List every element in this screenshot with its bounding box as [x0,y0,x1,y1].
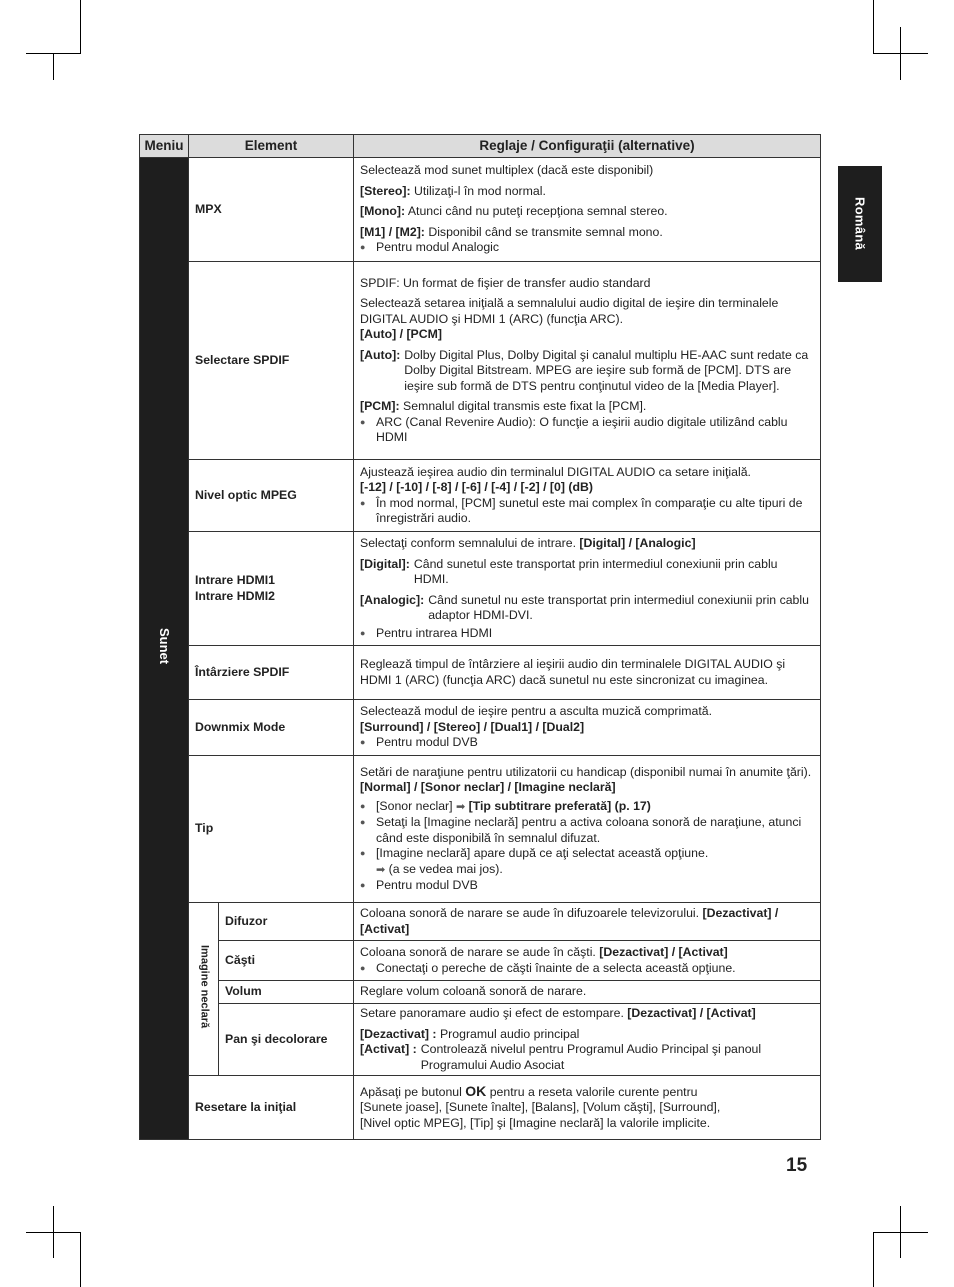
table-row [140,158,821,262]
element-nivel-optic-mpeg: Nivel optic MPEG [189,460,354,532]
ok-button-icon: OK [465,1082,487,1099]
table-row [140,262,821,460]
option-text: Semnalul digital transmis este fixat la [PCM]. [403,399,647,413]
bullet-icon: ● [360,497,366,508]
options-text: [Auto] / [PCM] [360,327,442,341]
table-row [140,460,821,532]
desc-resetare-la-initial [354,1076,821,1140]
menu-sunet-label: Sunet [156,628,172,665]
text: Coloana sonoră de narare se aude în căşti. [360,945,596,959]
header-menu: Meniu [140,135,189,158]
option-text: Controlează nivelul pentru Programul Audio Principal şi panoul Programului Audio Asociat [420,1042,762,1072]
bullet-icon: ● [360,800,366,811]
option-key: [PCM]: [360,399,400,413]
element-downmix-mode: Downmix Mode [189,700,354,756]
bullet-icon: ● [360,737,366,748]
language-tab [838,166,882,282]
text: Reglează timpul de întârziere al ieşirii audio din terminalele DIGITAL AUDIO şi HDMI 1 (ARC) (funcţia ARC) dacă sunetul nu este sincronizat cu imaginea. [360,657,786,687]
options-text: [Normal] / [Sonor neclar] / [Imagine neclară] [360,780,616,794]
crop-mark [900,27,901,80]
desc-nivel-optic-mpeg [354,460,821,532]
crop-mark [873,1232,874,1287]
bullet-item: ● În mod normal, [PCM] sunetul este mai complex în comparaţie cu alte tipuri de înregistrări audio. [360,495,803,525]
element-volum: Volum [219,981,354,1004]
options-text: [Dezactivat] / [Activat] [360,906,779,936]
table-row [140,903,821,941]
desc-selectare-spdif [354,262,821,460]
element-difuzor: Difuzor [219,903,354,941]
submenu-imagine-neclara-label: Imagine neclară [198,945,211,1029]
arrow-right-icon: ➡ [376,863,386,876]
table-row [140,700,821,756]
element-resetare-la-initial: Resetare la iniţial [189,1076,354,1140]
table-row [140,941,821,981]
reference-link: [Tip subtitrare preferată] (p. 17) [468,798,651,813]
desc-casti [354,941,821,981]
option-text: Când sunetul nu este transportat prin intermediul conexiunii prin cablu adaptor HDMI-DVI. [428,592,809,622]
table-row [140,1004,821,1076]
options-text: [Dezactivat] / [Activat] [599,945,728,959]
option-key: [Activat] : [360,1042,417,1056]
option-key: [Mono]: [360,204,406,219]
desc-intrare-hdmi [354,532,821,646]
element-selectare-spdif: Selectare SPDIF [189,262,354,460]
text: Selectează setarea iniţială a semnalului audio digital de ieşire din terminalele DIGITAL AUDIO şi HDMI 1 (ARC) (funcţia ARC). [360,296,779,326]
element-intrare-hdmi [189,532,354,646]
option-text: Programul audio principal [439,1026,580,1041]
options-text: [Dezactivat] / [Activat] [627,1006,756,1020]
text: Selectează modul de ieşire pentru a asculta muzică comprimată. [360,704,712,719]
bullet-item: ● Pentru modul DVB [360,878,478,892]
desc-volum [354,981,821,1004]
page-number: 15 [786,1155,808,1176]
option-text: Disponibil când se transmite semnal mono. [428,224,663,239]
bullet-item: ● Setaţi la [Imagine neclară] pentru a activa coloana sonoră de naraţiune, atunci când este disponibilă în semnalul difuzat. [360,815,802,845]
text: Setări de naraţiune pentru utilizatorii cu handicap (disponibil numai în anumite ţări). [360,764,812,779]
text: Selectează mod sunet multiplex (dacă este disponibil) [360,163,654,178]
bullet-item: ● Pentru intrarea HDMI [360,625,493,640]
element-intrare-hdmi2: Intrare HDMI2 [195,588,275,603]
text: Setare panoramare audio şi efect de estompare. [360,1006,624,1020]
settings-table [139,134,821,1140]
text: [Nivel optic MPEG], [Tip] şi [Imagine neclară] la valorile implicite. [360,1115,711,1130]
bullet-icon: ● [360,962,366,973]
bullet-icon: ● [360,817,366,827]
table-row [140,756,821,903]
bullet-item: ● [Imagine neclară] apare după ce aţi selectat această opţiune. ➡ (a se vedea mai jos). [360,846,814,878]
table-row [140,981,821,1004]
bullet-item: ● Pentru modul Analogic [360,240,500,255]
bullet-item: ● Conectaţi o pereche de căşti înainte de a selecta această opţiune. [360,960,736,975]
element-intarziere-spdif: Întârziere SPDIF [189,646,354,700]
option-key: [Digital]: [360,556,410,571]
option-key: [M1] / [M2]: [360,224,425,239]
arrow-right-icon: ➡ [455,800,466,813]
bullet-item: ● [Sonor neclar] ➡ [Tip subtitrare preferată] (p. 17) [360,799,814,816]
crop-mark [80,0,81,54]
desc-tip [354,756,821,903]
submenu-imagine-neclara [189,903,219,1076]
element-intrare-hdmi1: Intrare HDMI1 [195,573,275,587]
bullet-icon: ● [360,627,366,638]
option-key: [Stereo]: [360,183,411,198]
table-row [140,532,821,646]
bullet-icon: ● [360,416,366,427]
language-tab-label: Română [852,197,868,251]
text: pentru a reseta valorile curente pentru [489,1084,698,1099]
options-text: [Surround] / [Stereo] / [Dual1] / [Dual2] [360,719,585,734]
desc-intarziere-spdif [354,646,821,700]
bullet-icon: ● [360,242,366,253]
option-text: Utilizaţi-l în mod normal. [413,183,546,198]
desc-difuzor [354,903,821,941]
text: Apăsaţi pe butonul [360,1084,462,1099]
text: Selectaţi conform semnalului de intrare. [360,536,576,550]
text: SPDIF: Un format de fişier de transfer audio standard [360,275,651,290]
text: Ajustează ieşirea audio din terminalul DIGITAL AUDIO ca setare iniţială. [360,464,751,479]
table-row [140,1076,821,1140]
crop-mark [53,53,54,80]
crop-mark [53,1206,54,1258]
header-settings: Reglaje / Configuraţii (alternative) [354,135,821,158]
option-key: [Analogic]: [360,592,425,607]
element-pan-si-decolorare: Pan şi decolorare [219,1004,354,1076]
option-text: Dolby Digital Plus, Dolby Digital şi canalul multiplu HE-AAC sunt redate ca Dolby Digital Bitstream. MPEG are ieşire sub formă de [PCM]. DTS are ieşire sub formă de DTS pentru conţinutul video de la [Media Player]. [404,347,809,393]
crop-mark [873,0,874,54]
options-text: [-12] / [-10] / [-8] / [-6] / [-4] / [-2] / [0] (dB) [360,480,593,494]
option-key: [Auto]: [360,347,401,362]
table-header-row [140,135,821,158]
header-element: Element [189,135,354,158]
menu-sunet [140,158,189,1140]
table-row [140,646,821,700]
element-casti: Căşti [219,941,354,981]
element-tip: Tip [189,756,354,903]
crop-mark [80,1232,81,1287]
bullet-icon: ● [360,848,366,858]
bullet-item: ● Pentru modul DVB [360,735,478,750]
element-mpx: MPX [189,158,354,262]
bullet-icon: ● [360,880,366,890]
options-text: [Digital] / [Analogic] [579,536,696,550]
crop-mark [900,1206,901,1258]
option-text: Atunci când nu puteţi recepţiona semnal stereo. [407,204,668,219]
bullet-item: ● ARC (Canal Revenire Audio): O funcţie a ieşirii audio digitale utilizând cablu HDMI [360,414,788,444]
option-key: [Dezactivat] : [360,1026,437,1041]
desc-pan-si-decolorare [354,1004,821,1076]
desc-mpx [354,158,821,262]
text: [Sunete joase], [Sunete înalte], [Balans], [Volum căşti], [Surround], [360,1100,721,1115]
desc-downmix-mode [354,700,821,756]
option-text: Când sunetul este transportat prin intermediul conexiunii prin cablu HDMI. [413,556,778,586]
text: Coloana sonoră de narare se aude în difuzoarele televizorului. [360,906,700,920]
text: Reglare volum coloană sonoră de narare. [360,984,587,999]
